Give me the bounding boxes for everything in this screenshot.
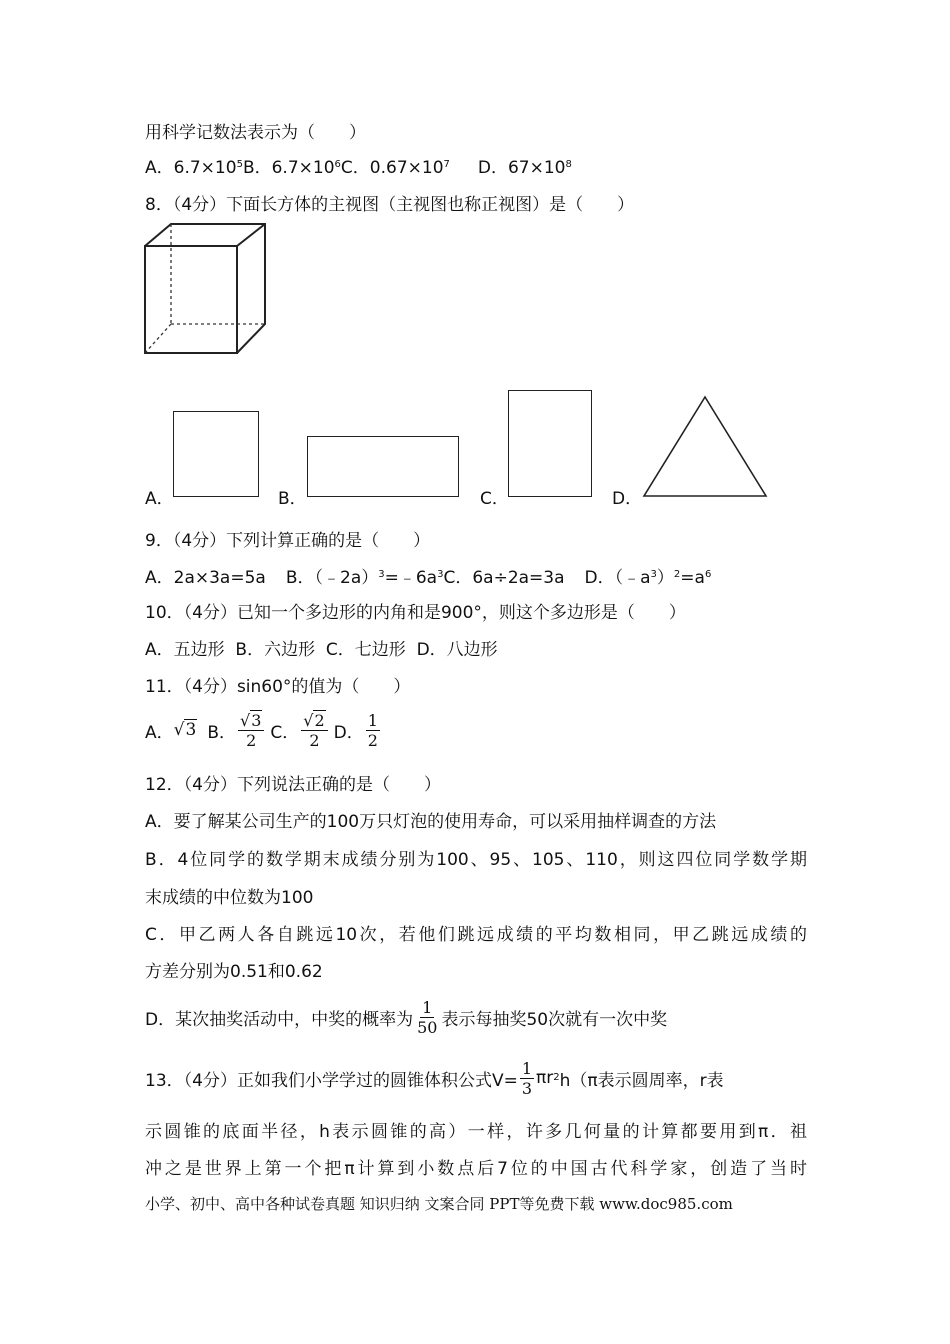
- q9-option-d-exp1: 3: [650, 569, 657, 580]
- q12-option-a: A．要了解某公司生产的100万只灯泡的使用寿命，可以采用抽样调查的方法: [145, 812, 717, 832]
- q9-option-b-rest-exp: 3: [437, 569, 444, 580]
- q7-option-c-exp: 7: [443, 159, 450, 170]
- q12-option-d-after: 表示每抽奖50次就有一次中奖: [441, 1009, 668, 1030]
- q8-option-a-label: A．: [145, 489, 174, 509]
- q7-option-a: 6.7×10: [173, 158, 237, 178]
- q9-option-b-label: B．: [285, 568, 315, 588]
- q9-option-b-rest: =﹣6a: [384, 568, 438, 588]
- q11-option-c-label: C．: [270, 722, 300, 743]
- q12-option-c-line2: 方差分别为0.51和0.62: [145, 962, 323, 982]
- q11-option-d-label: D．: [333, 722, 364, 743]
- q9-option-d-exp2: 2: [673, 569, 681, 580]
- q11-option-c-fraction: $\frac{√2}{2}$: [301, 711, 327, 750]
- q7-stem-continuation: 用科学记数法表示为（ ）: [145, 123, 366, 143]
- q11-option-d-fraction: $\frac{1}{2}$: [367, 710, 378, 750]
- q10-options: A．五边形 B．六边形 C．七边形 D．八边形: [145, 640, 498, 660]
- q12-option-d-fraction: $\frac{1}{50}$: [417, 997, 438, 1037]
- q9-option-d-label: D．: [584, 568, 615, 588]
- q12-stem: 12．（4分）下列说法正确的是（ ）: [145, 775, 441, 795]
- q11-stem: 11．（4分）sin60°的值为（ ）: [145, 677, 411, 697]
- q13-before: 13．（4分）正如我们小学学过的圆锥体积公式V=: [145, 1070, 518, 1091]
- q8-stem: 8．（4分）下面长方体的主视图（主视图也称正视图）是（ ）: [145, 195, 635, 215]
- q9-option-a: A．2a×3a=5a: [145, 568, 266, 588]
- q8-option-b-label: B．: [278, 489, 307, 509]
- q12-option-b-line2: 末成绩的中位数为100: [145, 888, 314, 908]
- q7-option-b: 6.7×10: [271, 158, 335, 178]
- q9-option-d-rest: =a: [680, 568, 705, 588]
- q8-option-d-label: D．: [612, 489, 643, 509]
- q12-option-d-before: D．某次抽奖活动中，中奖的概率为: [145, 1009, 414, 1030]
- q7-option-d-label: D．: [477, 158, 508, 178]
- q13-line3: 冲之是世界上第一个把π计算到小数点后7位的中国古代科学家，创造了当时: [145, 1159, 807, 1179]
- q13-after: h（π表示圆周率，r表: [559, 1070, 724, 1091]
- q9-option-d-rest-exp: 6: [704, 569, 712, 580]
- q7-option-b-label: B．: [242, 158, 272, 178]
- q13-formula: πr: [536, 1068, 554, 1088]
- q9-option-b-expr: （﹣2a）: [314, 568, 379, 588]
- q12-option-b-line1: B．4位同学的数学期末成绩分别为100、95、105、110，则这四位同学数学期: [145, 850, 807, 870]
- q9-stem: 9．（4分）下列计算正确的是（ ）: [145, 531, 431, 551]
- q9-option-c: C．6a÷2a=3a: [443, 568, 565, 588]
- cuboid-figure: [140, 220, 272, 360]
- q7-option-b-exp: 6: [334, 159, 341, 170]
- q12-option-d: [145, 995, 667, 1039]
- q13-line2: 示圆锥的底面半径，h表示圆锥的高）一样，许多几何量的计算都要用到π．祖: [145, 1122, 807, 1142]
- q7-option-a-exp: 5: [236, 159, 243, 170]
- q9-options: [145, 563, 711, 588]
- q11-option-a-sqrt: √3: [173, 720, 197, 740]
- q8-option-d-triangle: [640, 394, 770, 500]
- q7-option-c: 0.67×10: [369, 158, 444, 178]
- q7-option-a-label: A．: [145, 158, 174, 178]
- q8-option-c-label: C．: [480, 489, 509, 509]
- q12-option-c-line1: C．甲乙两人各自跳远10次，若他们跳远成绩的平均数相同，甲乙跳远成绩的: [145, 925, 807, 945]
- q11-option-b-label: B．: [207, 722, 236, 743]
- q9-option-d-expr: （﹣a: [614, 568, 651, 588]
- page-footer: 小学、初中、高中各种试卷真题 知识归纳 文案合同 PPT等免费下载 www.doc985.com: [145, 1195, 733, 1213]
- q9-option-d-mid: ）: [656, 568, 674, 588]
- q8-option-b-wide-rect: [307, 436, 459, 497]
- q7-option-c-label: C．: [340, 158, 370, 178]
- q9-option-b-exp: 3: [378, 569, 385, 580]
- q11-options: [145, 708, 382, 752]
- q11-option-a-label: A．: [145, 722, 174, 743]
- q10-stem: 10．（4分）已知一个多边形的内角和是900°，则这个多边形是（ ）: [145, 603, 686, 623]
- q8-option-c-tall-rect: [508, 390, 592, 497]
- q7-options: [145, 153, 572, 178]
- q13-fraction: $\frac{1}{3}$: [521, 1058, 533, 1098]
- q8-option-a-square: [173, 411, 259, 497]
- q11-option-b-fraction: $\frac{√3}{2}$: [238, 711, 264, 750]
- q13-line1: 13．（4分）正如我们小学学过的圆锥体积公式V= $\frac{1}{3}$ πr 2 h（π表示圆周率，r表: [145, 1058, 724, 1098]
- q7-option-d-exp: 8: [565, 159, 572, 170]
- q7-option-d: 67×10: [507, 158, 566, 178]
